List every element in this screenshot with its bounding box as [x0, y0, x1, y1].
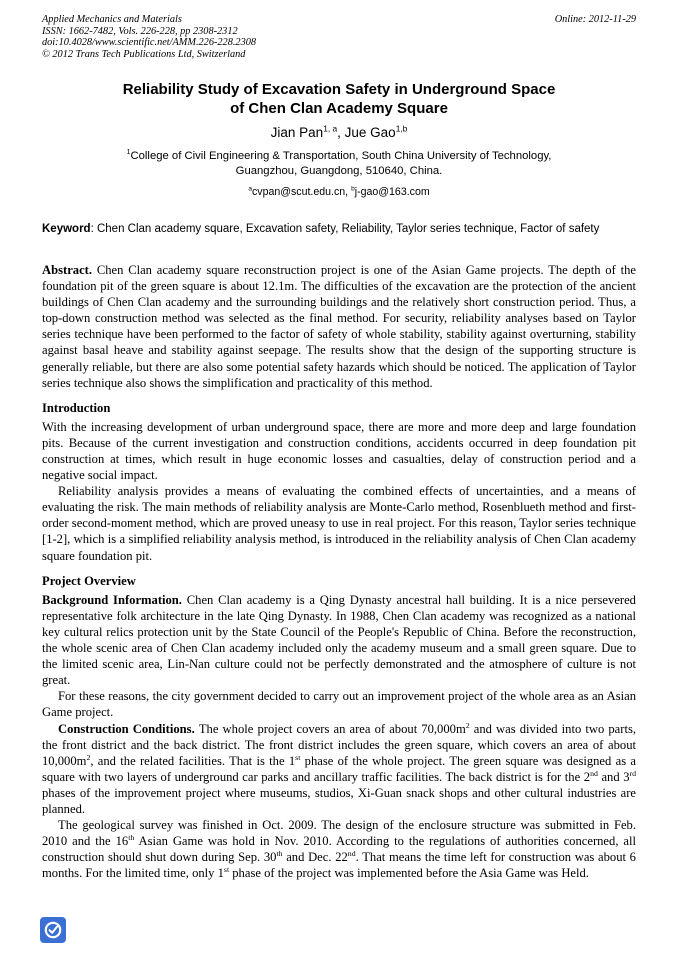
page-header	[42, 14, 636, 60]
paragraph	[42, 483, 636, 563]
affiliation-line-1: $^1$College of Civil Engineering & Transportation, South China University of Technology,	[126, 149, 552, 163]
article-body	[42, 262, 636, 881]
run-in-label: Background Information.	[42, 592, 187, 607]
superscript: rd	[629, 768, 636, 778]
author-name: , Jue Gao	[337, 125, 396, 141]
text-segment: and Dec. 22	[282, 850, 348, 865]
affiliation-line-2: Guangzhou, Guangdong, 510640, China.	[235, 165, 443, 178]
author-affiliation-marker: 1, a	[323, 123, 338, 134]
paragraph	[42, 262, 636, 391]
text-segment: For these reasons, the city government decided to carry out an improvement project of the whole area as an Asian Game project.	[42, 689, 636, 720]
author-affiliation-marker: 1,b	[395, 123, 408, 134]
text-segment: Chen Clan academy square reconstruction project is one of the Asian Game projects. The depth of the foundation pit of the green square is about 12.1m. The difficulties of the excavation are the protection of the ancient buildings of Chen Clan academy and the surrounding buildings and the relatively short construction period. Thus, a top-down construction method was selected as the final method. For security, reliability analyses based on Taylor series technique have been performed to the factor of safety of whole stability, stability against overturning, stability against basal heave and stability against seepage. The results show that the design of the supporting structure is generally reliable, but there are also some potential safety hazards which should be noticed. The application of Taylor series technique also shows the simplification and practicality of this method.	[42, 262, 636, 390]
doi-line: doi:10.4028/www.scientific.net/AMM.226-228.2308	[42, 37, 257, 49]
section-heading: Project Overview	[42, 573, 136, 588]
text-segment: , and the related facilities. That is the 1	[90, 753, 296, 768]
email-marker: b	[351, 185, 355, 193]
affiliation	[42, 149, 636, 179]
run-in-label: Abstract.	[42, 262, 97, 277]
author-name: Jian Pan	[270, 125, 324, 141]
journal-info	[42, 14, 256, 60]
text-segment: phase of the whole project. The green square was designed as a square with two layers of underground car parks and ancillary traffic facilities. The back district is for the 2	[42, 753, 637, 784]
affiliation-marker: 1	[126, 149, 131, 157]
text-segment: Chen Clan academy is a Qing Dynasty ancestral hall building. It is a nice persevered representative folk architecture in the late Qing Dynasty. In 1988, Chen Clan academy was recognized as a national key cultural relics protection unit by the State Council of the People's Republic of China. Before the reconstruction, the whole scenic area of Chen Clan academy included only the academy museum and a small green square. Due to the limited scenic area, Lin-Nan culture could not be perfectly demonstrated and the atmosphere of culture is not great.	[42, 592, 636, 688]
section-heading: Introduction	[42, 400, 111, 415]
paragraph	[42, 721, 636, 818]
superscript: th	[128, 832, 135, 842]
online-date: Online: 2012-11-29	[554, 14, 636, 25]
superscript: 2	[86, 752, 91, 762]
run-in-label: Construction Conditions.	[58, 721, 199, 736]
keywords-text: : Chen Clan academy square, Excavation safety, Reliability, Taylor series technique, Factor of safety	[90, 223, 600, 236]
issn-line: ISSN: 1662-7482, Vols. 226-228, pp 2308-2312	[42, 25, 238, 37]
paragraph	[42, 419, 636, 483]
superscript: st	[223, 865, 230, 875]
journal-title: Applied Mechanics and Materials	[42, 14, 182, 25]
paper-title-line-2: of Chen Clan Academy Square	[230, 100, 448, 118]
email-address: cvpan@scut.edu.cn,	[251, 186, 352, 199]
copyright-line: © 2012 Trans Tech Publications Ltd, Switzerland	[42, 48, 246, 60]
paper-title-line-1: Reliability Study of Excavation Safety in Underground Space	[122, 81, 556, 99]
text-segment: The whole project covers an area of about 70,000m	[198, 721, 466, 736]
superscript: th	[276, 849, 283, 859]
text-segment: Reliability analysis provides a means of evaluating the combined effects of uncertainties, and a means of evaluating the risk. The main methods of reliability analysis are Monte-Carlo method, Rosenblueth method and first-order second-moment method, which are proved uneasy to use in real project. For this reason, Taylor series technique [1-2], which is a simplified reliability analysis method, is introduced in the reliability analysis of Chen Clan academy square foundation pit.	[42, 484, 636, 563]
text-segment: and 3	[597, 769, 630, 784]
text-segment: . That means the time left for construction was about 6 months. For the limited time, only 1	[42, 850, 636, 881]
text-segment: The geological survey was finished in Oct. 2009. The design of the enclosure structure was submitted in Feb. 2010 and the 16	[42, 818, 636, 849]
superscript: 2	[465, 720, 470, 730]
paragraph	[42, 592, 636, 689]
paragraph	[42, 817, 636, 881]
text-segment: phases of the improvement project where museums, studios, Xi-Guan snack shops and other cultural industries are planned.	[42, 785, 636, 816]
keywords-line	[42, 222, 636, 238]
publisher-stamp-icon[interactable]	[40, 917, 66, 943]
email-address: j-gao@163.com	[354, 186, 430, 199]
text-segment: With the increasing development of urban underground space, there are more and more deep and large foundation pits. Because of the current investigation and construction conditions, accidents occurred in deep foundation pit construction at times, which result in huge economic losses and casualties, delay of construction period and a negative social impact.	[42, 419, 636, 483]
text-segment: phase of the project was implemented before the Asia Game was Held.	[229, 866, 589, 881]
text-segment: and was divided into two parts, the front district and the back district. The front district includes the green square, which covers an area of about 10,000m	[42, 721, 636, 768]
superscript: st	[295, 752, 301, 762]
keywords-label: Keyword	[42, 223, 91, 236]
text-segment: Asian Game was hold in Nov. 2010. According to the regulations of authorities concerned, all construction should shut down during Sep. 30	[42, 834, 637, 865]
paper-title	[42, 80, 636, 118]
authors-line	[42, 125, 636, 140]
paragraph	[42, 688, 636, 720]
superscript: nd	[347, 849, 356, 859]
email-marker: a	[248, 185, 252, 193]
superscript: nd	[590, 768, 598, 778]
author-emails	[42, 186, 636, 198]
